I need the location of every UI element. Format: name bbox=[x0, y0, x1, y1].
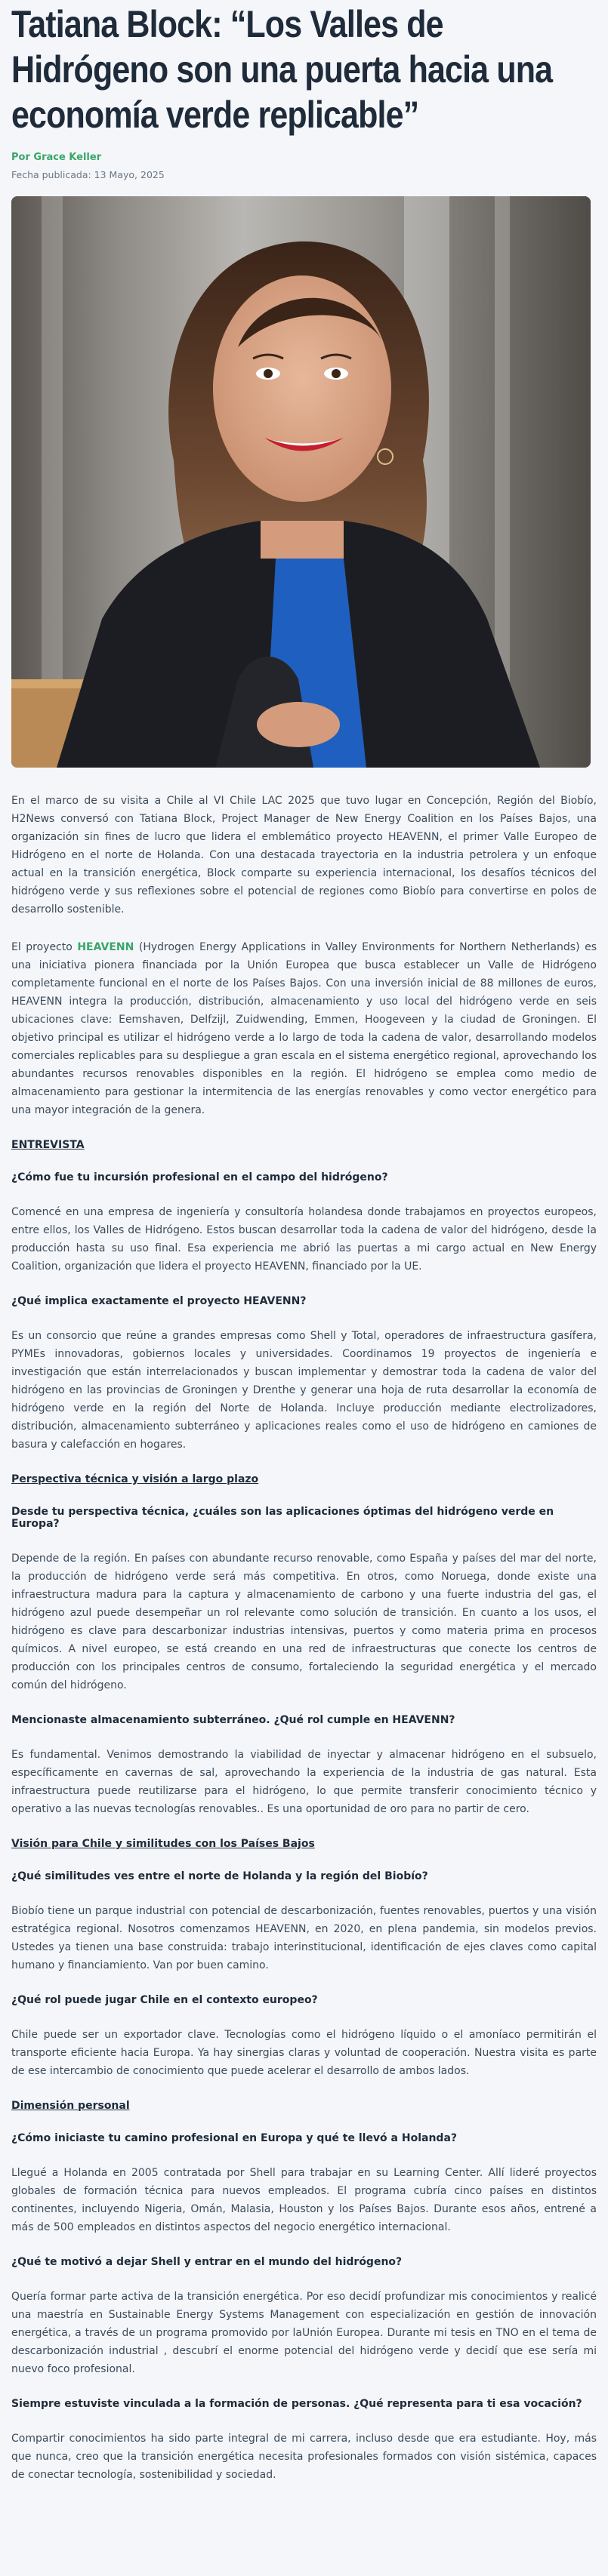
question-7: ¿Cómo iniciaste tu camino profesional en Europa y qué te llevó a Holanda? bbox=[11, 2132, 458, 2144]
section-heading-technical: Perspectiva técnica y visión a largo plazo bbox=[11, 1473, 259, 1485]
question-1: ¿Cómo fue tu incursión profesional en el campo del hidrógeno? bbox=[11, 1171, 388, 1183]
answer-9: Compartir conocimientos ha sido parte integral de mi carrera, incluso desde que era estudiante. Hoy, más que nunca, creo que la transición energética necesita profesionales formados con visión sistémica, capaces de conectar tecnología, sostenibilidad y sociedad. bbox=[11, 2433, 597, 2481]
article-title: Tatiana Block: “Los Valles de Hidrógeno son una puerta hacia una economía verde replicable” bbox=[11, 3, 553, 136]
hero-image bbox=[11, 196, 591, 768]
section-heading-chile: Visión para Chile y similitudes con los Países Bajos bbox=[11, 1838, 315, 1850]
heavenn-prefix: El proyecto bbox=[11, 941, 78, 953]
intro-paragraph: En el marco de su visita a Chile al VI Chile LAC 2025 que tuvo lugar en Concepción, Región del Biobío, H2News conversó con Tatiana Block, Project Manager de New Energy Coalition en los Países Bajos, una organización sin fines de lucro que lidera el emblemático proyecto HEAVENN, el primer Valle Europeo de Hidrógeno en el norte de Holanda. Con una destacada trayectoria en la industria petrolera y un enfoque actual en la transición energética, Block comparte su experiencia internacional, los desafíos técnicos del hidrógeno verde y sus reflexiones sobre el potencial de regiones como Biobío para convertirse en polos de desarrollo sostenible. bbox=[11, 795, 597, 916]
question-2: ¿Qué implica exactamente el proyecto HEAVENN? bbox=[11, 1295, 307, 1307]
answer-7: Llegué a Holanda en 2005 contratada por Shell para trabajar en su Learning Center. Allí lideré proyectos globales de formación técnica para nuevos empleados. El programa cubría cinco países en distintos continentes, incluyendo Nigeria, Omán, Malasia, Houston y los Países Bajos. Durante esos años, entrené a más de 500 empleados en distintos aspectos del negocio energético internacional. bbox=[11, 2167, 597, 2233]
answer-6: Chile puede ser un exportador clave. Tecnologías como el hidrógeno líquido o el amoníaco permitirán el transporte eficiente hacia Europa. Ya hay sinergias claras y voluntad de cooperación. Nuestra visita es parte de ese intercambio de conocimiento que puede acelerar el desarrollo de ambos lados. bbox=[11, 2029, 597, 2077]
answer-1: Comencé en una empresa de ingeniería y consultoría holandesa donde trabajamos en proyectos europeos, entre ellos, los Valles de Hidrógeno. Estos buscan desarrollar toda la cadena de valor del hidrógeno, desde la producción hasta su uso final. Esa experiencia me abrió las puertas a mi cargo actual en New Energy Coalition, organización que lidera el proyecto HEAVENN, financiado por la UE. bbox=[11, 1206, 597, 1273]
heavenn-rest: (Hydrogen Energy Applications in Valley Environments for Northern Netherlands) es una iniciativa pionera financiada por la Unión Europea que busca establecer un Valle de Hidrógeno completamente funcional en el norte de los Países Bajos. Con una inversión inicial de 88 millones de euros, HEAVENN integra la producción, distribución, almacenamiento y uso local del hidrógeno verde en seis ubicaciones clave: Eemshaven, Delfzijl, Zuidwending, Emmen, Hoogeveen y la ciudad de Groningen. El objetivo principal es utilizar el hidrógeno verde a lo largo de toda la cadena de valor, desarrollando modelos comerciales replicables para su despliegue a gran escala en el sistema energético regional, aprovechando los abundantes recursos renovables disponibles en la región. El hidrógeno se emplea como medio de almacenamiento para gestionar la intermitencia de las energías renovables y como vector energético para una mayor integración de la genera. bbox=[11, 941, 597, 1116]
question-5: ¿Qué similitudes ves entre el norte de Holanda y la región del Biobío? bbox=[11, 1870, 428, 1882]
question-3: Desde tu perspectiva técnica, ¿cuáles son las aplicaciones óptimas del hidrógeno verde en Europa? bbox=[11, 1506, 554, 1530]
heavenn-paragraph bbox=[11, 938, 597, 1119]
portrait-photo bbox=[11, 196, 591, 768]
answer-3: Depende de la región. En países con abundante recurso renovable, como España y países del mar del norte, la producción de hidrógeno verde será más competitiva. En otros, como Noruega, donde existe una infraestructura madura para la captura y almacenamiento de carbono y una fuerte industria del gas, el hidrógeno azul puede desempeñar un rol relevante como solución de transición. En cuanto a los usos, el hidrógeno es clave para descarbonizar industrias intensivas, puertos y como materia prima en procesos químicos. A nivel europeo, se está creando en una red de infraestructuras que conecte los centros de producción con los principales centros de consumo, fortaleciendo la seguridad energética y el mercado común del hidrógeno. bbox=[11, 1553, 597, 1691]
article-body bbox=[11, 792, 597, 2484]
article-date: Fecha publicada: 13 Mayo, 2025 bbox=[11, 169, 165, 180]
section-heading-personal: Dimensión personal bbox=[11, 2100, 130, 2112]
answer-5: Biobío tiene un parque industrial con potencial de descarbonización, fuentes renovables, puertos y una visión estratégica regional. Nosotros comenzamos HEAVENN, en 2020, en plena pandemia, sin modelos previos. Ustedes ya tienen una base construida: trabajo interinstitucional, identificación de ejes claves como capital humano y financiamiento. Van por buen camino. bbox=[11, 1905, 597, 1971]
answer-2: Es un consorcio que reúne a grandes empresas como Shell y Total, operadores de infraestructura gasífera, PYMEs innovadoras, gobiernos locales y universidades. Coordinamos 19 proyectos de ingeniería e investigación que están interrelacionados y buscan implementar y demostrar toda la cadena de valor del hidrógeno en las provincias de Groningen y Drenthe y generar una hoja de ruta desarrollar la economía de hidrógeno verde en la región del Norte de Holanda. Incluye producción mediante electrolizadores, distribución, almacenamiento subterráneo y aplicaciones reales como el uso de hidrógeno en camiones de basura y calefacción en hogares. bbox=[11, 1330, 597, 1451]
heavenn-link[interactable]: HEAVENN bbox=[77, 941, 134, 953]
answer-4: Es fundamental. Venimos demostrando la viabilidad de inyectar y almacenar hidrógeno en el subsuelo, específicamente en cavernas de sal, aprovechando la experiencia de la industria de gas natural. Esta infraestructura puede reutilizarse para el hidrógeno, lo que permite transferir conocimiento técnico y operativo a las nuevas tecnologías renovables.. Es una oportunidad de oro para no partir de cero. bbox=[11, 1749, 597, 1815]
article-author[interactable]: Por Grace Keller bbox=[11, 152, 102, 163]
section-heading-interview: ENTREVISTA bbox=[11, 1139, 85, 1151]
answer-8: Quería formar parte activa de la transición energética. Por eso decidí profundizar mis conocimientos y realicé una maestría en Sustainable Energy Systems Management con especialización en gestión de innovación energética, a través de un programa promovido por laUnión Europea. Durante mi tesis en TNO en el tema de descarbonización industrial , descubrí el enorme potencial del hidrógeno verde y decidí que ese sería mi nuevo foco profesional. bbox=[11, 2291, 597, 2375]
question-9: Siempre estuviste vinculada a la formación de personas. ¿Qué representa para ti esa vocación? bbox=[11, 2398, 582, 2410]
question-4: Mencionaste almacenamiento subterráneo. ¿Qué rol cumple en HEAVENN? bbox=[11, 1714, 455, 1726]
question-6: ¿Qué rol puede jugar Chile en el contexto europeo? bbox=[11, 1994, 318, 2006]
question-8: ¿Qué te motivó a dejar Shell y entrar en el mundo del hidrógeno? bbox=[11, 2256, 403, 2268]
